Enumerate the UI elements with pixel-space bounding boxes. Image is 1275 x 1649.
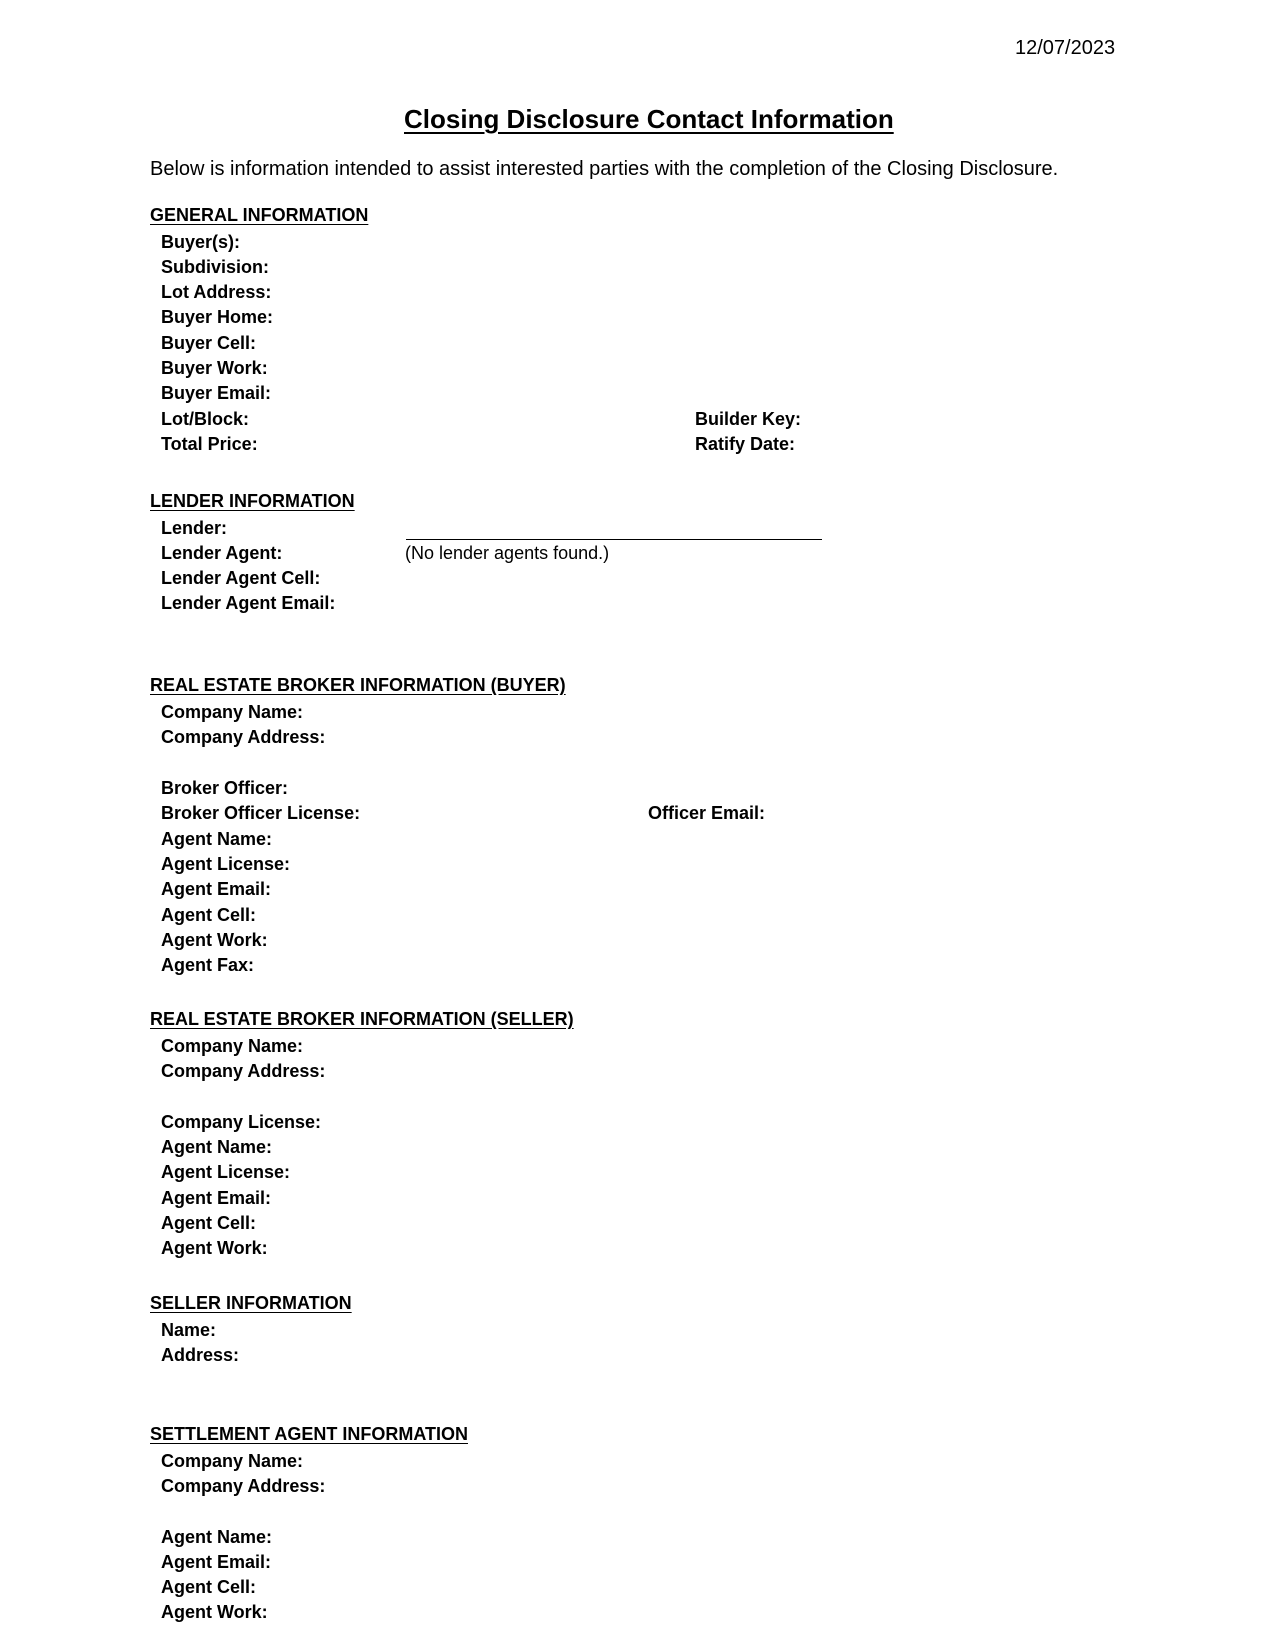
settlement-company-name-label: Company Name: [161, 1451, 304, 1471]
intro-text: Below is information intended to assist interested parties with the completion of the Closing Disclosure. [150, 158, 1059, 180]
officer-email-label: Officer Email: [648, 803, 766, 823]
settlement-agent-work-label: Agent Work: [161, 1602, 268, 1622]
settlement-company-address-label: Company Address: [161, 1476, 326, 1496]
seller-name-label: Name: [161, 1320, 217, 1340]
no-lender-agents-text: (No lender agents found.) [405, 543, 610, 563]
seller-broker-agent-cell-label: Agent Cell: [161, 1213, 257, 1233]
builder-key-label: Builder Key: [695, 409, 802, 429]
buyer-home-label: Buyer Home: [161, 307, 274, 327]
buyer-broker-company-name-label: Company Name: [161, 702, 304, 722]
settlement-agent-name-label: Agent Name: [161, 1527, 273, 1547]
buyer-broker-agent-license-label: Agent License: [161, 854, 291, 874]
buyers-label: Buyer(s): [161, 232, 241, 252]
seller-broker-company-name-label: Company Name: [161, 1036, 304, 1056]
seller-broker-agent-license-label: Agent License: [161, 1162, 291, 1182]
seller-broker-agent-work-label: Agent Work: [161, 1238, 268, 1258]
lender-information-heading: LENDER INFORMATION [150, 491, 355, 511]
seller-broker-company-license-label: Company License: [161, 1112, 322, 1132]
lot-address-label: Lot Address: [161, 282, 272, 302]
seller-broker-company-address-label: Company Address: [161, 1061, 326, 1081]
total-price-label: Total Price: [161, 434, 258, 454]
subdivision-label: Subdivision: [161, 257, 269, 277]
seller-broker-agent-email-label: Agent Email: [161, 1188, 272, 1208]
buyer-broker-agent-cell-label: Agent Cell: [161, 905, 257, 925]
buyer-broker-agent-name-label: Agent Name: [161, 829, 273, 849]
broker-officer-license-label: Broker Officer License: [161, 803, 361, 823]
lender-signature-line [406, 539, 822, 540]
buyer-email-label: Buyer Email: [161, 383, 272, 403]
general-information-heading: GENERAL INFORMATION [150, 205, 369, 225]
lot-block-label: Lot/Block: [161, 409, 249, 429]
lender-label: Lender: [161, 518, 228, 538]
seller-information-heading: SELLER INFORMATION [150, 1293, 352, 1313]
lender-agent-cell-label: Lender Agent Cell: [161, 568, 321, 588]
buyer-broker-heading: REAL ESTATE BROKER INFORMATION (BUYER) [150, 675, 566, 695]
settlement-agent-heading: SETTLEMENT AGENT INFORMATION [150, 1424, 468, 1444]
buyer-broker-agent-work-label: Agent Work: [161, 930, 268, 950]
ratify-date-label: Ratify Date: [695, 434, 796, 454]
seller-broker-agent-name-label: Agent Name: [161, 1137, 273, 1157]
settlement-agent-email-label: Agent Email: [161, 1552, 272, 1572]
page-title: Closing Disclosure Contact Information [404, 104, 894, 134]
settlement-agent-cell-label: Agent Cell: [161, 1577, 257, 1597]
broker-officer-label: Broker Officer: [161, 778, 289, 798]
buyer-cell-label: Buyer Cell: [161, 333, 257, 353]
buyer-broker-agent-fax-label: Agent Fax: [161, 955, 255, 975]
buyer-broker-agent-email-label: Agent Email: [161, 879, 272, 899]
lender-agent-email-label: Lender Agent Email: [161, 593, 336, 613]
seller-address-label: Address: [161, 1345, 240, 1365]
document-date: 12/07/2023 [1015, 37, 1116, 59]
buyer-broker-company-address-label: Company Address: [161, 727, 326, 747]
seller-broker-heading: REAL ESTATE BROKER INFORMATION (SELLER) [150, 1009, 574, 1029]
lender-agent-label: Lender Agent: [161, 543, 283, 563]
buyer-work-label: Buyer Work: [161, 358, 268, 378]
